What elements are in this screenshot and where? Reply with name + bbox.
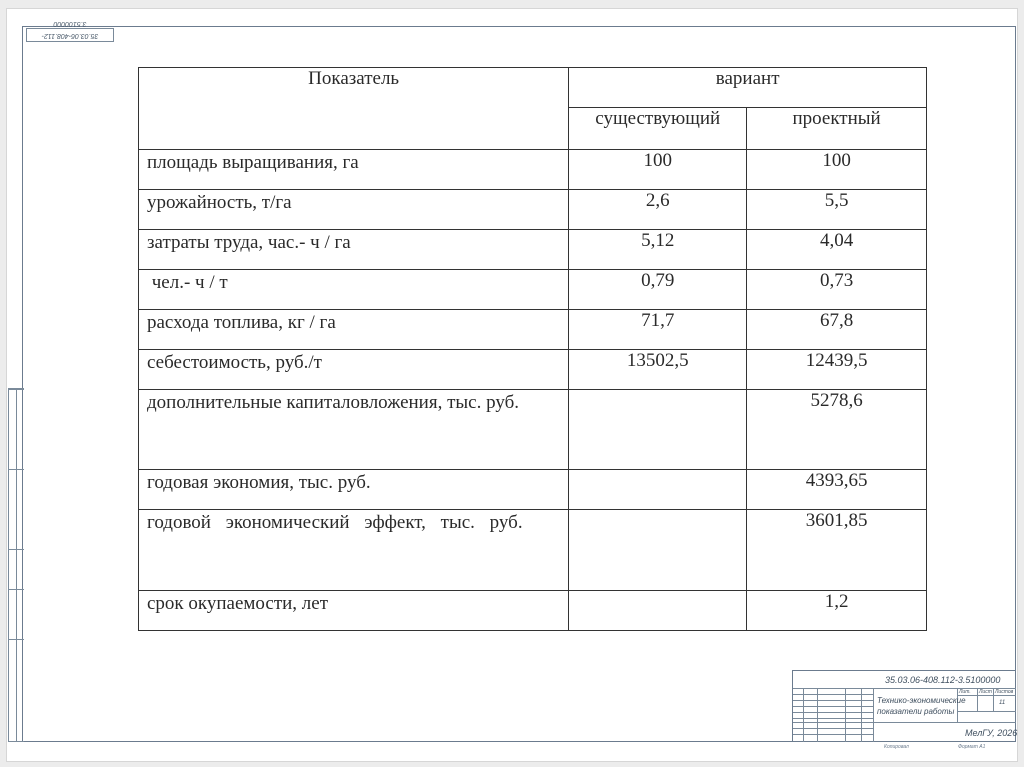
row-existing bbox=[569, 510, 747, 591]
table-row bbox=[139, 591, 927, 631]
row-label: срок окупаемости, лет bbox=[139, 591, 569, 631]
row-label: годовая экономия, тыс. руб. bbox=[139, 470, 569, 510]
row-label: площадь выращивания, га bbox=[139, 150, 569, 190]
row-existing: 71,7 bbox=[569, 310, 747, 350]
row-label: годовой экономический эффект, тыс. руб. bbox=[139, 510, 569, 591]
header-existing: существующий bbox=[569, 108, 747, 150]
table-row bbox=[139, 390, 927, 470]
title-block bbox=[792, 670, 1016, 742]
title-line-1: Технико-экономические bbox=[877, 696, 966, 705]
row-project: 3601,85 bbox=[747, 510, 927, 591]
table-row bbox=[139, 190, 927, 230]
table-row bbox=[139, 270, 927, 310]
title-line-2: показатели работы bbox=[877, 707, 955, 716]
row-label: дополнительные капиталовложения, тыс. руб. bbox=[139, 390, 569, 470]
row-project: 67,8 bbox=[747, 310, 927, 350]
table-row bbox=[139, 230, 927, 270]
row-project: 0,73 bbox=[747, 270, 927, 310]
sheet-label: Лист bbox=[979, 689, 992, 695]
side-strip bbox=[8, 388, 24, 742]
table-row bbox=[139, 510, 927, 591]
row-project: 4393,65 bbox=[747, 470, 927, 510]
table-row bbox=[139, 310, 927, 350]
sheets-label: Листов bbox=[995, 689, 1014, 695]
row-project: 5,5 bbox=[747, 190, 927, 230]
row-existing: 100 bbox=[569, 150, 747, 190]
row-project: 12439,5 bbox=[747, 350, 927, 390]
row-existing: 5,12 bbox=[569, 230, 747, 270]
header-indicator: Показатель bbox=[139, 68, 569, 150]
table-row bbox=[139, 350, 927, 390]
sheets-count: 11 bbox=[999, 700, 1006, 706]
row-existing bbox=[569, 390, 747, 470]
row-existing: 0,79 bbox=[569, 270, 747, 310]
row-label: себестоимость, руб./т bbox=[139, 350, 569, 390]
table-row bbox=[139, 470, 927, 510]
indicators-table bbox=[138, 67, 927, 631]
table-row bbox=[139, 150, 927, 190]
lit-label: Лит. bbox=[959, 689, 971, 695]
format-label: Формат А1 bbox=[958, 744, 986, 750]
row-project: 1,2 bbox=[747, 591, 927, 631]
row-project: 4,04 bbox=[747, 230, 927, 270]
row-existing: 13502,5 bbox=[569, 350, 747, 390]
row-label: затраты труда, час.- ч / га bbox=[139, 230, 569, 270]
drawing-code: 35.03.06-408.112-3.5100000 bbox=[885, 675, 1001, 685]
row-existing bbox=[569, 470, 747, 510]
row-existing: 2,6 bbox=[569, 190, 747, 230]
row-existing bbox=[569, 591, 747, 631]
row-label: чел.- ч / т bbox=[139, 270, 569, 310]
organization: МелГУ, 2026 bbox=[965, 728, 1018, 738]
row-project: 5278,6 bbox=[747, 390, 927, 470]
row-label: урожайность, т/га bbox=[139, 190, 569, 230]
header-project: проектный bbox=[747, 108, 927, 150]
corner-stamp: 35.03.06-408.112-3.5100000 bbox=[26, 28, 114, 42]
row-label: расхода топлива, кг / га bbox=[139, 310, 569, 350]
copy-label: Копировал bbox=[884, 744, 909, 750]
header-variant: вариант bbox=[569, 68, 927, 108]
row-project: 100 bbox=[747, 150, 927, 190]
